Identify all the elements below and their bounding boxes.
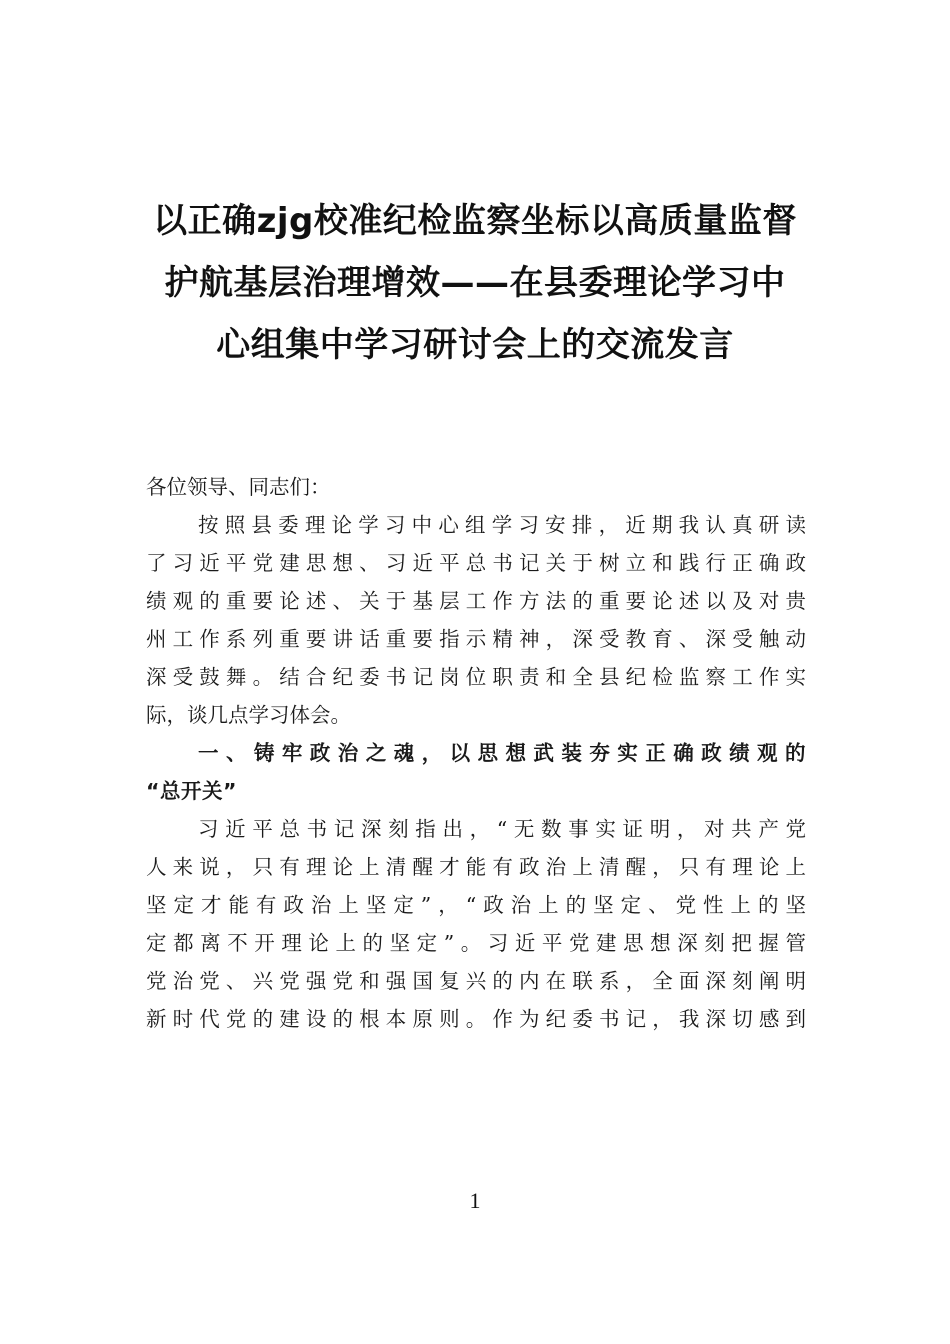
paragraph-line: 人来说，只有理论上清醒才能有政治上清醒，只有理论上 <box>146 855 806 879</box>
paragraph-line: 党治党、兴党强党和强国复兴的内在联系，全面深刻阐明 <box>146 969 806 993</box>
paragraph-line: 定都离不开理论上的坚定”。习近平党建思想深刻把握管 <box>146 931 806 955</box>
paragraph-line: 深受鼓舞。结合纪委书记岗位职责和全县纪检监察工作实 <box>146 665 806 689</box>
section-heading: “总开关” <box>146 779 237 803</box>
paragraph-line: 习近平总书记深刻指出，“无数事实证明，对共产党 <box>198 817 806 841</box>
salutation: 各位领导、同志们： <box>146 475 331 499</box>
paragraph-line: 新时代党的建设的根本原则。作为纪委书记，我深切感到 <box>146 1007 806 1031</box>
title-line: 以正确zjg校准纪检监察坐标以高质量监督 <box>153 201 797 241</box>
document-title <box>140 190 810 376</box>
section-heading: 一、铸牢政治之魂，以思想武装夯实正确政绩观的 <box>198 741 806 765</box>
document-body <box>146 468 806 1038</box>
paragraph-line: 际，谈几点学习体会。 <box>146 703 351 727</box>
paragraph-line: 州工作系列重要讲话重要指示精神，深受教育、深受触动 <box>146 627 806 651</box>
title-line: 护航基层治理增效——在县委理论学习中 <box>164 263 786 303</box>
paragraph-line: 绩观的重要论述、关于基层工作方法的重要论述以及对贵 <box>146 589 806 613</box>
paragraph-line: 坚定才能有政治上坚定”，“政治上的坚定、党性上的坚 <box>146 893 806 917</box>
paragraph-line: 按照县委理论学习中心组学习安排，近期我认真研读 <box>198 513 806 537</box>
title-line: 心组集中学习研讨会上的交流发言 <box>216 325 734 365</box>
paragraph-line: 了习近平党建思想、习近平总书记关于树立和践行正确政 <box>146 551 806 575</box>
page-number: 1 <box>469 1188 481 1213</box>
